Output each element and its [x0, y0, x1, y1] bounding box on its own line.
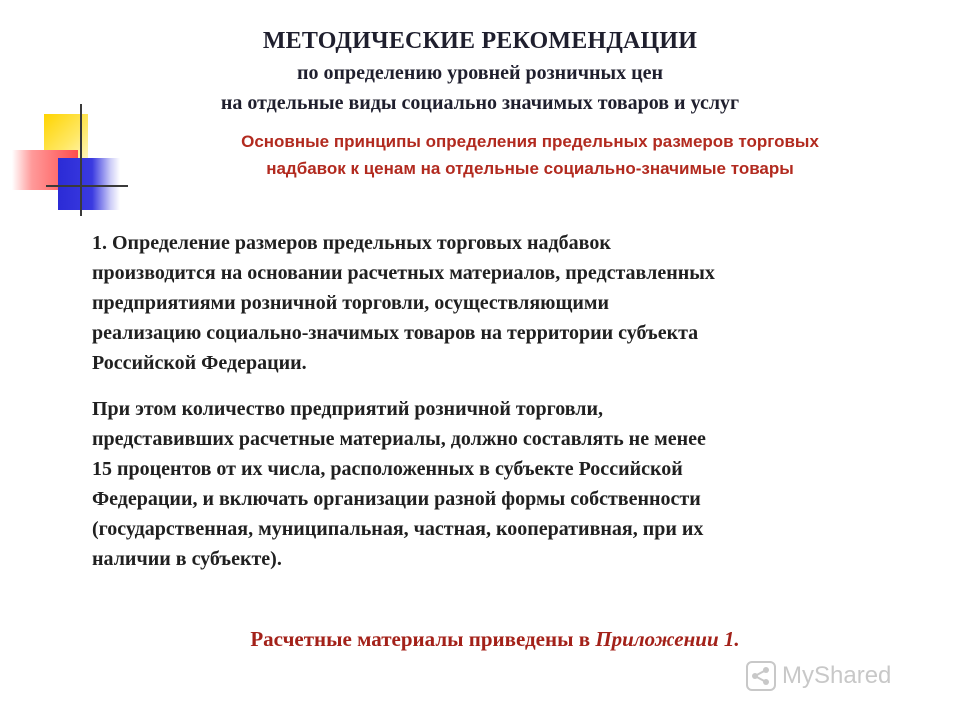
- paragraph-2-line: 15 процентов от их числа, расположенных в субъекте Российской: [92, 458, 683, 480]
- section-heading: [150, 128, 910, 182]
- section-heading-line-1: Основные принципы определения предельных размеров торговых: [241, 132, 819, 151]
- paragraph-2-line: представивших расчетные материалы, должно составлять не менее: [92, 428, 706, 450]
- paragraph-1-line: Российской Федерации.: [92, 352, 307, 374]
- paragraph-1-line: предприятиями розничной торговли, осуществляющими: [92, 292, 610, 314]
- appendix-note-text: Расчетные материалы приведены в: [250, 627, 596, 651]
- paragraph-2: [92, 394, 942, 574]
- paragraph-2-line: При этом количество предприятий розничной торговли,: [92, 398, 603, 420]
- paragraph-1-line: 1. Определение размеров предельных торговых надбавок: [92, 232, 611, 254]
- appendix-note: [0, 627, 960, 652]
- blue-square: [58, 158, 120, 210]
- vertical-line: [80, 104, 82, 216]
- share-icon: [746, 661, 776, 691]
- paragraph-2-line: наличии в субъекте).: [92, 548, 282, 570]
- paragraph-1-line: реализацию социально-значимых товаров на территории субъекта: [92, 322, 699, 344]
- paragraph-1-line: производится на основании расчетных материалов, представленных: [92, 262, 715, 284]
- paragraph-2-line: (государственная, муниципальная, частная, кооперативная, при их: [92, 518, 704, 540]
- watermark-text: MyShared: [782, 662, 892, 689]
- appendix-note-link: Приложении 1.: [595, 627, 740, 651]
- horizontal-line: [46, 185, 128, 187]
- paragraph-1: [92, 228, 942, 378]
- paragraph-2-line: Федерации, и включать организации разной формы собственности: [92, 488, 701, 510]
- watermark: [746, 660, 891, 692]
- slide-subtitle-line-2: на отдельные виды социально значимых товаров и услуг: [220, 92, 740, 114]
- slide-subtitle-line-1: по определению уровней розничных цен: [296, 62, 664, 84]
- section-heading-line-2: надбавок к ценам на отдельные социально-значимые товары: [266, 159, 794, 178]
- slide-title: МЕТОДИЧЕСКИЕ РЕКОМЕНДАЦИИ: [262, 28, 698, 54]
